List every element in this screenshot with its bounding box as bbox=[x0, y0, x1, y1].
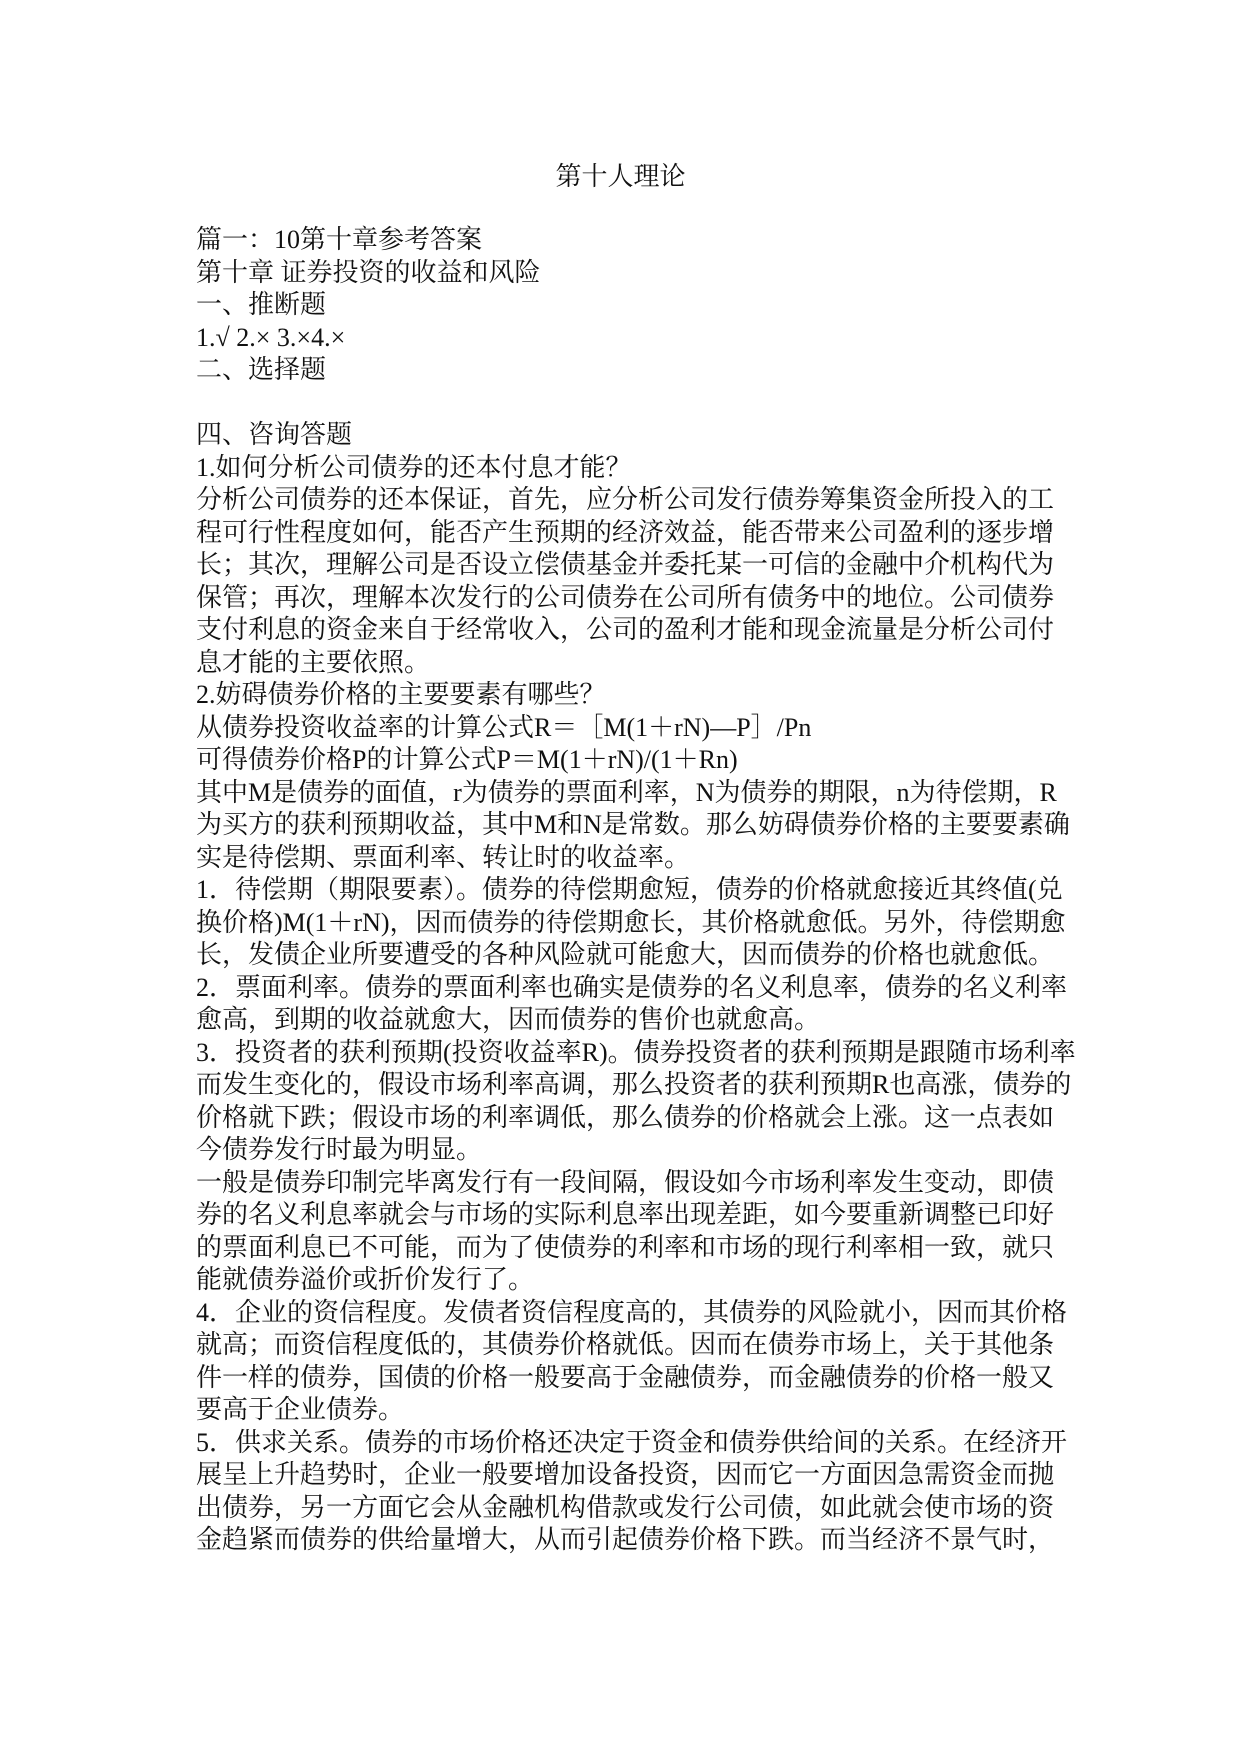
text-line: 3．投资者的获利预期(投资收益率R)。债券投资者的获利预期是跟随市场利率 bbox=[196, 1037, 1076, 1067]
document-title: 第十人理论 bbox=[555, 162, 686, 191]
text-line: 支付利息的资金来自于经常收入，公司的盈利才能和现金流量是分析公司付 bbox=[196, 615, 1055, 644]
text-line: 出债券，另一方面它会从金融机构借款或发行公司债，如此就会使市场的资 bbox=[196, 1492, 1055, 1522]
text-line: 换价格)M(1＋rN)，因而债券的待偿期愈长，其价格就愈低。另外，待偿期愈 bbox=[196, 907, 1066, 937]
document-body bbox=[196, 224, 1076, 1557]
text-line: 为买方的获利预期收益，其中M和N是常数。那么妨碍债券价格的主要要素确 bbox=[196, 810, 1070, 839]
text-line: 从债券投资收益率的计算公式R＝［M(1＋rN)—P］/Pn bbox=[196, 712, 812, 742]
text-line: 其中M是债券的面值，r为债券的票面利率，N为债券的期限，n为待偿期，R bbox=[196, 777, 1057, 807]
text-line: 金趋紧而债券的供给量增大，从而引起债券价格下跌。而当经济不景气时， bbox=[196, 1525, 1055, 1554]
text-line: 件一样的债券，国债的价格一般要高于金融债券，而金融债券的价格一般又 bbox=[196, 1362, 1055, 1392]
text-line: 篇一：10第十章参考答案 bbox=[196, 225, 483, 254]
text-line: 展呈上升趋势时，企业一般要增加设备投资，因而它一方面因急需资金而抛 bbox=[196, 1460, 1055, 1489]
text-line: 5．供求关系。债券的市场价格还决定于资金和债券供给间的关系。在经济开 bbox=[196, 1427, 1068, 1457]
text-line: 一般是债券印制完毕离发行有一段间隔，假设如今市场利率发生变动，即债 bbox=[196, 1167, 1055, 1197]
text-line: 1.√ 2.× 3.×4.× bbox=[196, 322, 346, 352]
text-line: 2.妨碍债券价格的主要要素有哪些？ bbox=[196, 680, 606, 709]
text-line: 息才能的主要依照。 bbox=[196, 647, 431, 677]
text-line: 可得债券价格P的计算公式P＝M(1＋rN)/(1＋Rn) bbox=[196, 745, 738, 774]
text-line: 的票面利息已不可能，而为了使债券的利率和市场的现行利率相一致，就只 bbox=[196, 1232, 1055, 1262]
text-line: 长，发债企业所要遭受的各种风险就可能愈大，因而债券的价格也就愈低。 bbox=[196, 940, 1055, 969]
text-line: 一、推断题 bbox=[196, 290, 327, 319]
text-line: 愈高，到期的收益就愈大，因而债券的售价也就愈高。 bbox=[196, 1005, 821, 1034]
text-line: 要高于企业债券。 bbox=[196, 1395, 405, 1424]
text-line: 能就债券溢价或折价发行了。 bbox=[196, 1265, 535, 1294]
text-line: 长；其次，理解公司是否设立偿债基金并委托某一可信的金融中介机构代为 bbox=[196, 550, 1055, 579]
text-line: 今债券发行时最为明显。 bbox=[196, 1135, 483, 1164]
text-line: 券的名义利息率就会与市场的实际利息率出现差距，如今要重新调整已印好 bbox=[196, 1200, 1055, 1229]
text-line: 4．企业的资信程度。发债者资信程度高的，其债券的风险就小，因而其价格 bbox=[196, 1297, 1068, 1327]
text-line bbox=[196, 387, 1056, 420]
text-line: 实是待偿期、票面利率、转让时的收益率。 bbox=[196, 842, 691, 872]
text-line: 就高；而资信程度低的，其债券价格就低。因而在债券市场上，关于其他条 bbox=[196, 1330, 1055, 1359]
text-line: 2．票面利率。债券的票面利率也确实是债券的名义利息率，债券的名义利率 bbox=[196, 972, 1068, 1002]
text-line: 而发生变化的，假设市场利率高调，那么投资者的获利预期R也高涨，债券的 bbox=[196, 1070, 1072, 1099]
text-line: 第十章 证券投资的收益和风险 bbox=[196, 257, 541, 287]
text-line: 二、选择题 bbox=[196, 355, 327, 384]
text-line: 保管；再次，理解本次发行的公司债券在公司所有债务中的地位。公司债券 bbox=[196, 582, 1055, 612]
text-line: 程可行性程度如何，能否产生预期的经济效益，能否带来公司盈利的逐步增 bbox=[196, 517, 1055, 547]
text-line: 分析公司债券的还本保证，首先，应分析公司发行债券筹集资金所投入的工 bbox=[196, 485, 1055, 514]
text-line: 1．待偿期（期限要素）。债券的待偿期愈短，债券的价格就愈接近其终值(兑 bbox=[196, 875, 1063, 904]
text-line: 四、咨询答题 bbox=[196, 420, 353, 449]
text-line: 1.如何分析公司债券的还本付息才能？ bbox=[196, 452, 632, 482]
text-line: 价格就下跌；假设市场的利率调低，那么债券的价格就会上涨。这一点表如 bbox=[196, 1102, 1055, 1132]
